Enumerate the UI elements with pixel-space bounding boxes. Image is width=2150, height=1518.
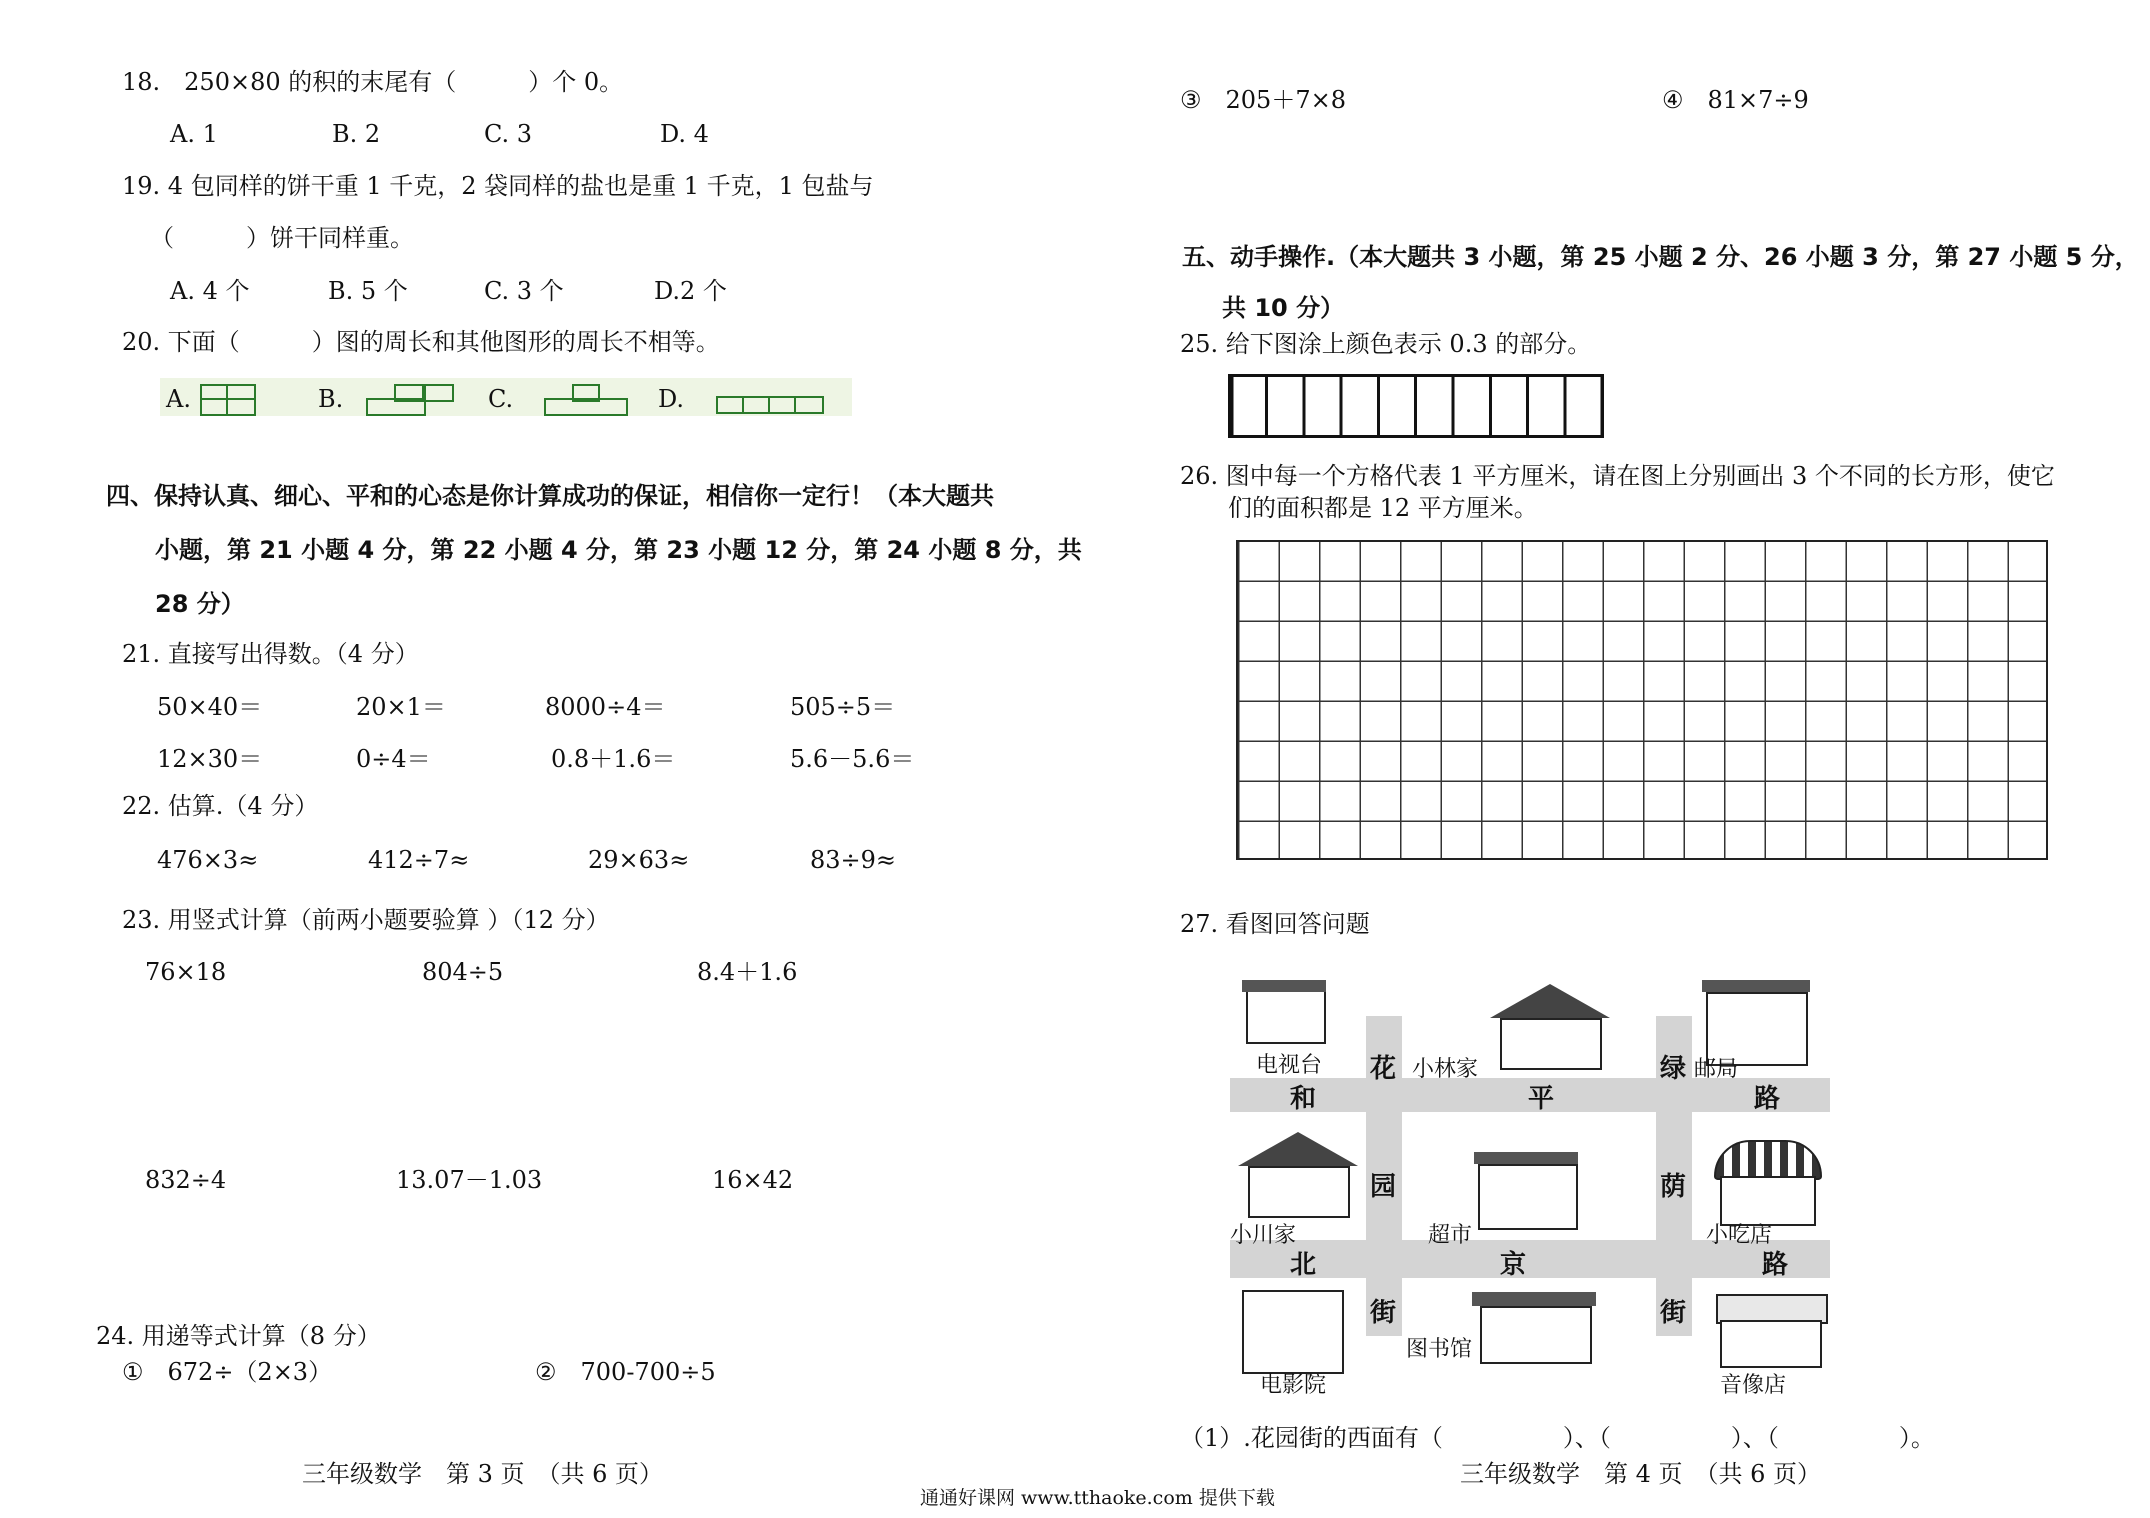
section5-heading-line2: 共 10 分） bbox=[1222, 294, 1345, 322]
q18-option-d: D. 4 bbox=[660, 120, 709, 148]
q21-item: 20×1＝ bbox=[356, 693, 446, 721]
q20-option-a: A. bbox=[166, 385, 191, 413]
road-char: 绿 bbox=[1660, 1054, 1687, 1084]
q24-item: ③ 205＋7×8 bbox=[1180, 86, 1346, 114]
road-char: 京 bbox=[1500, 1250, 1527, 1280]
q26-stem-line1: 26. 图中每一个方格代表 1 平方厘米，请在图上分别画出 3 个不同的长方形，使它 bbox=[1180, 462, 2055, 490]
q21-item: 0.8＋1.6＝ bbox=[551, 745, 676, 773]
q27-sub1: （1）.花园街的西面有（ ）、（ ）、（ ）。 bbox=[1180, 1424, 1935, 1452]
page-footer-right: 三年级数学 第 4 页 （共 6 页） bbox=[1460, 1460, 1822, 1488]
q23-item: 832÷4 bbox=[145, 1166, 227, 1194]
place-label-music-store: 音像店 bbox=[1720, 1373, 1787, 1398]
q22-title: 22. 估算.（4 分） bbox=[122, 792, 319, 820]
q24-item: ② 700-700÷5 bbox=[535, 1358, 716, 1386]
place-label-xiaochuan-home: 小川家 bbox=[1230, 1223, 1297, 1248]
place-label-library: 图书馆 bbox=[1406, 1337, 1473, 1362]
q21-item: 5.6－5.6＝ bbox=[790, 745, 915, 773]
place-label-tv-station: 电视台 bbox=[1256, 1053, 1323, 1078]
q23-item: 8.4＋1.6 bbox=[697, 958, 798, 986]
q22-item: 29×63≈ bbox=[588, 846, 690, 874]
q20-option-b: B. bbox=[318, 385, 344, 413]
q22-item: 412÷7≈ bbox=[368, 846, 470, 874]
q24-title: 24. 用递等式计算（8 分） bbox=[96, 1322, 381, 1350]
q21-title: 21. 直接写出得数。（4 分） bbox=[122, 640, 419, 668]
road-char: 北 bbox=[1290, 1250, 1317, 1280]
q24-item: ④ 81×7÷9 bbox=[1662, 86, 1809, 114]
q18-option-c: C. 3 bbox=[484, 120, 533, 148]
place-label-supermarket: 超市 bbox=[1428, 1223, 1473, 1248]
place-label-cinema: 电影院 bbox=[1260, 1373, 1327, 1398]
q21-item: 12×30＝ bbox=[157, 745, 263, 773]
q19-option-b: B. 5 个 bbox=[328, 277, 408, 305]
q22-item: 83÷9≈ bbox=[810, 846, 897, 874]
place-label-snack-shop: 小吃店 bbox=[1706, 1223, 1773, 1248]
q19-stem-line2: （ ）饼干同样重。 bbox=[150, 224, 414, 252]
place-label-post-office: 邮局 bbox=[1694, 1057, 1739, 1082]
road-char: 路 bbox=[1754, 1084, 1781, 1114]
section4-heading-line3: 28 分） bbox=[155, 590, 245, 618]
q26-stem-line2: 们的面积都是 12 平方厘米。 bbox=[1228, 494, 1538, 522]
section5-heading-line1: 五、动手操作.（本大题共 3 小题，第 25 小题 2 分、26 小题 3 分，第 27 小题 5 分， bbox=[1182, 243, 2139, 271]
section4-heading-line2: 小题，第 21 小题 4 分，第 22 小题 4 分，第 23 小题 12 分，第 24 小题 8 分，共 bbox=[155, 536, 1082, 564]
q26-square-grid[interactable] bbox=[1236, 540, 2048, 860]
q23-title: 23. 用竖式计算（前两小题要验算 ）（12 分） bbox=[122, 906, 610, 934]
q21-item: 0÷4＝ bbox=[356, 745, 431, 773]
q25-strip-grid bbox=[1228, 374, 1604, 438]
q23-item: 13.07－1.03 bbox=[396, 1166, 543, 1194]
page-footer-left: 三年级数学 第 3 页 （共 6 页） bbox=[302, 1460, 664, 1488]
q27-stem: 27. 看图回答问题 bbox=[1180, 910, 1370, 938]
road-char: 园 bbox=[1370, 1172, 1397, 1202]
q20-option-c: C. bbox=[488, 385, 514, 413]
q18-option-a: A. 1 bbox=[170, 120, 218, 148]
q19-option-c: C. 3 个 bbox=[484, 277, 564, 305]
q23-item: 804÷5 bbox=[422, 958, 504, 986]
q20-option-d: D. bbox=[658, 385, 685, 413]
q19-stem-line1: 19. 4 包同样的饼干重 1 千克，2 袋同样的盐也是重 1 千克，1 包盐与 bbox=[122, 172, 874, 200]
watermark: 通通好课网 www.tthaoke.com 提供下载 bbox=[920, 1487, 1275, 1509]
q24-item: ① 672÷（2×3） bbox=[122, 1358, 333, 1386]
q21-item: 8000÷4＝ bbox=[545, 693, 666, 721]
q19-option-d: D.2 个 bbox=[654, 277, 727, 305]
town-map bbox=[1210, 968, 1840, 1398]
q18-option-b: B. 2 bbox=[332, 120, 381, 148]
q18-stem: 18. 250×80 的积的末尾有（ ）个 0。 bbox=[122, 68, 624, 96]
q19-option-a: A. 4 个 bbox=[170, 277, 250, 305]
q21-item: 505÷5＝ bbox=[790, 693, 896, 721]
road-char: 路 bbox=[1762, 1250, 1789, 1280]
q25-stem: 25. 给下图涂上颜色表示 0.3 的部分。 bbox=[1180, 330, 1592, 358]
road-char: 和 bbox=[1290, 1084, 1317, 1114]
road-char: 花 bbox=[1370, 1054, 1397, 1084]
q23-item: 16×42 bbox=[712, 1166, 794, 1194]
section4-heading-line1: 四、保持认真、细心、平和的心态是你计算成功的保证，相信你一定行！（本大题共 bbox=[106, 482, 994, 510]
q21-item: 50×40＝ bbox=[157, 693, 263, 721]
q22-item: 476×3≈ bbox=[157, 846, 259, 874]
place-label-xiaolin-home: 小林家 bbox=[1412, 1057, 1479, 1082]
q20-stem: 20. 下面（ ）图的周长和其他图形的周长不相等。 bbox=[122, 328, 720, 356]
road-char: 街 bbox=[1370, 1298, 1397, 1328]
road-char: 街 bbox=[1660, 1298, 1687, 1328]
road-char: 平 bbox=[1528, 1084, 1555, 1114]
road-char: 荫 bbox=[1660, 1172, 1687, 1202]
q23-item: 76×18 bbox=[145, 958, 227, 986]
